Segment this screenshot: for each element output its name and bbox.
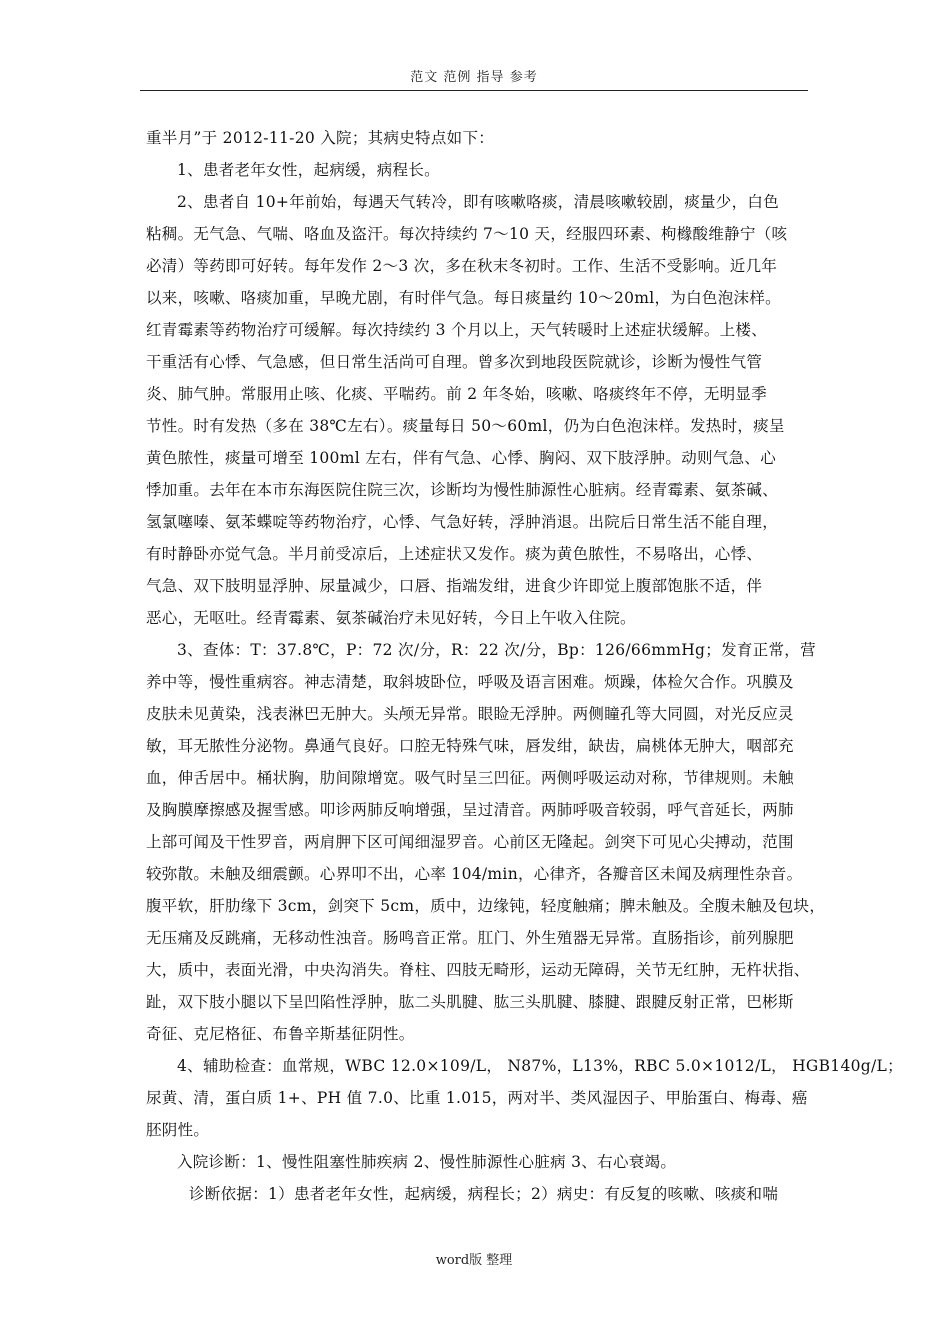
page-header: 范文 范例 指导 参考 <box>410 70 538 85</box>
text-line: 诊断依据：1）患者老年女性，起病缓，病程长；2）病史：有反复的咳嗽、咳痰和喘 <box>189 1185 779 1203</box>
text-line: 有时静卧亦觉气急。半月前受凉后，上述症状又发作。痰为黄色脓性，不易咯出，心悸、 <box>146 545 763 563</box>
text-line: 胚阴性。 <box>146 1121 210 1139</box>
text-line: 无压痛及反跳痛，无移动性浊音。肠鸣音正常。肛门、外生殖器无异常。直肠指诊，前列腺肥 <box>146 929 794 947</box>
text-line: 悸加重。去年在本市东海医院住院三次，诊断均为慢性肺源性心脏病。经青霉素、氨茶碱、 <box>146 481 779 499</box>
text-line: 皮肤未见黄染，浅表淋巴无肿大。头颅无异常。眼睑无浮肿。两侧瞳孔等大同圆，对光反应灵 <box>146 705 794 723</box>
text-line: 2、患者自 10+年前始，每遇天气转冷，即有咳嗽咯痰，清晨咳嗽较剧，痰量少，白色 <box>177 193 780 211</box>
text-line: 气急、双下肢明显浮肿、尿量减少，口唇、指端发绀，进食少许即觉上腹部饱胀不适，伴 <box>146 577 763 595</box>
text-line: 重半月”于 2012-11-20 入院；其病史特点如下： <box>146 129 495 147</box>
text-line: 4、辅助检查：血常规，WBC 12.0×109/L， N87%，L13%，RBC 5.0×1012/L， HGB140g/L； <box>177 1057 903 1075</box>
text-line: 粘稠。无气急、气喘、咯血及盗汗。每次持续约 7～10 天，经服四环素、枸橼酸维静宁（咳 <box>146 225 788 243</box>
page-footer: word版 整理 <box>435 1253 513 1268</box>
text-line: 上部可闻及干性罗音，两肩胛下区可闻细湿罗音。心前区无隆起。剑突下可见心尖搏动，范围 <box>146 833 794 851</box>
header-divider <box>140 90 808 91</box>
document-body <box>146 122 903 1210</box>
text-line: 必清）等药即可好转。每年发作 2～3 次，多在秋末冬初时。工作、生活不受影响。近几年 <box>146 257 778 275</box>
text-line: 节性。时有发热（多在 38℃左右）。痰量每日 50～60ml，仍为白色泡沫样。发热时，痰呈 <box>146 417 785 435</box>
text-line: 恶心，无呕吐。经青霉素、氨茶碱治疗未见好转，今日上午收入住院。 <box>146 609 636 627</box>
text-line: 1、患者老年女性，起病缓，病程长。 <box>177 161 440 179</box>
text-line: 氢氯噻嗪、氨苯蝶啶等药物治疗，心悸、气急好转，浮肿消退。出院后日常生活不能自理， <box>146 513 779 531</box>
text-line: 趾，双下肢小腿以下呈凹陷性浮肿，肱二头肌腱、肱三头肌腱、膝腱、跟腱反射正常，巴彬斯 <box>146 993 794 1011</box>
text-line: 较弥散。未触及细震颤。心界叩不出，心率 104/min，心律齐，各瓣音区未闻及病理性杂音。 <box>146 865 803 883</box>
text-line: 红青霉素等药物治疗可缓解。每次持续约 3 个月以上，天气转暖时上述症状缓解。上楼、 <box>146 321 768 339</box>
text-line: 入院诊断：1、慢性阻塞性肺疾病 2、慢性肺源性心脏病 3、右心衰竭。 <box>177 1153 677 1171</box>
text-line: 及胸膜摩擦感及握雪感。叩诊两肺反响增强，呈过清音。两肺呼吸音较弱，呼气音延长，两肺 <box>146 801 794 819</box>
text-line: 3、查体：T：37.8℃，P：72 次/分，R：22 次/分，Bp：126/66mmHg；发育正常，营 <box>177 641 816 659</box>
text-line: 以来，咳嗽、咯痰加重，早晚尤剧，有时伴气急。每日痰量约 10～20ml，为白色泡沫样。 <box>146 289 781 307</box>
text-line: 腹平软，肝肋缘下 3cm，剑突下 5cm，质中，边缘钝，轻度触痛；脾未触及。全腹未触及包块， <box>146 897 826 915</box>
text-line: 黄色脓性，痰量可增至 100ml 左右，伴有气急、心悸、胸闷、双下肢浮肿。动则气急、心 <box>146 449 776 467</box>
text-line: 干重活有心悸、气急感，但日常生活尚可自理。曾多次到地段医院就诊，诊断为慢性气管 <box>146 353 763 371</box>
text-line: 敏，耳无脓性分泌物。鼻通气良好。口腔无特殊气味，唇发绀，缺齿，扁桃体无肿大，咽部充 <box>146 737 794 755</box>
text-line: 炎、肺气肿。常服用止咳、化痰、平喘药。前 2 年冬始，咳嗽、咯痰终年不停，无明显季 <box>146 385 768 403</box>
text-line: 奇征、克尼格征、布鲁辛斯基征阴性。 <box>146 1025 415 1043</box>
text-line: 养中等，慢性重病容。神志清楚，取斜坡卧位，呼吸及语言困难。烦躁，体检欠合作。巩膜及 <box>146 673 794 691</box>
text-line: 尿黄、清，蛋白质 1+、PH 值 7.0、比重 1.015，两对半、类风湿因子、甲胎蛋白、梅毒、癌 <box>146 1089 808 1107</box>
text-line: 大，质中，表面光滑，中央沟消失。脊柱、四肢无畸形，运动无障碍，关节无红肿，无杵状指、 <box>146 961 810 979</box>
text-line: 血，伸舌居中。桶状胸，肋间隙增宽。吸气时呈三凹征。两侧呼吸运动对称，节律规则。未触 <box>146 769 794 787</box>
